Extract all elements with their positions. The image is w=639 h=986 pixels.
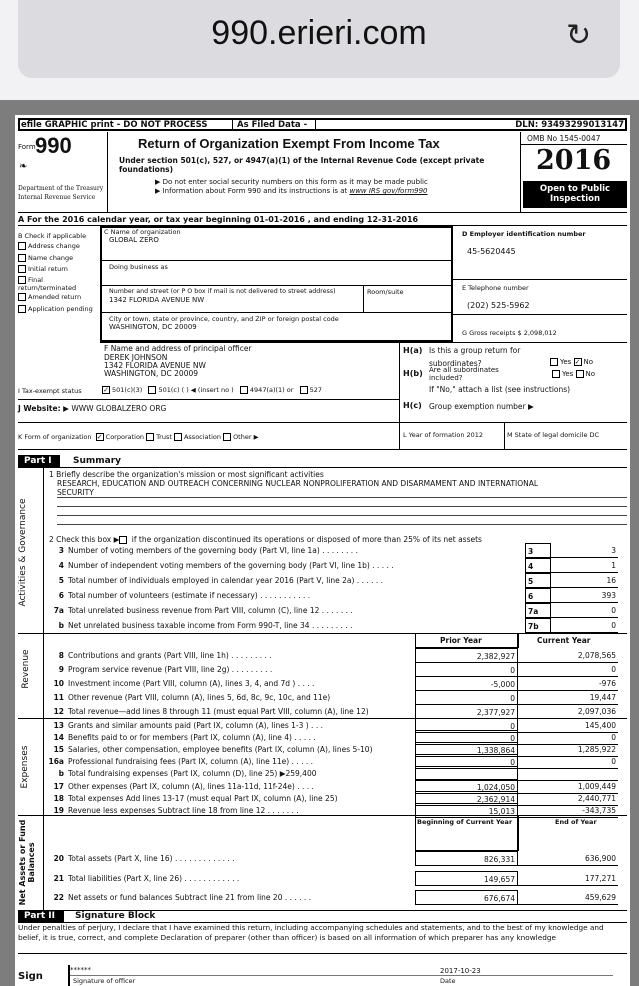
501c-checkbox[interactable]: 501(c) ( ) ◀ (insert no )	[148, 386, 233, 394]
line-label: Total number of individuals employed in calendar year 2016 (Part V, line 2a) . . . . . .	[68, 576, 384, 585]
line-box-number: 5	[525, 573, 551, 588]
other-checkbox[interactable]: Other ▶	[223, 433, 259, 441]
efile-label: efile GRAPHIC print - DO NOT PROCESS	[21, 120, 208, 130]
line-label: Total unrelated business revenue from Part VIII, column (C), line 12 . . . . . . .	[68, 606, 353, 615]
ein: 45-5620445	[467, 247, 516, 256]
col-prior-year: Prior Year	[440, 636, 482, 645]
line-number: 16a	[48, 757, 64, 767]
name-change-checkbox[interactable]: Name change	[18, 253, 98, 265]
mission-line-1: RESEARCH, EDUCATION AND OUTREACH CONCERNING NUCLEAR NONPROLIFERATION AND DISARMAMENT AND INTERNATIONAL	[57, 479, 539, 488]
ha-question-2: subordinates?	[429, 359, 482, 368]
j-label: J Website: ▶	[18, 404, 69, 413]
city-label: City or town, state or province, country, and ZIP or foreign postal code	[109, 315, 339, 323]
form-label: Form	[18, 143, 36, 151]
summary-line	[48, 704, 618, 719]
summary-line	[48, 543, 618, 558]
prior-value: 0	[415, 718, 518, 733]
line-label: Professional fundraising fees (Part IX, column (A), line 11e) . . . . .	[68, 757, 313, 767]
url-text[interactable]: 990.erieri.com	[211, 14, 427, 52]
current-value: 1,009,449	[518, 779, 618, 794]
line-number: 6	[58, 591, 64, 600]
line-label: Other revenue (Part VIII, column (A), lines 5, 6d, 8c, 9c, 10c, and 11e)	[68, 693, 331, 702]
line-number: 17	[53, 781, 64, 791]
line-number: 15	[53, 745, 64, 755]
officer-name: DEREK JOHNSON	[104, 353, 168, 362]
line-label: Grants and similar amounts paid (Part IX, column (A), lines 1-3 ) . . .	[68, 721, 323, 730]
line-number: 14	[53, 733, 64, 743]
d-label: D Employer identification number	[462, 230, 586, 238]
line-number: 18	[53, 793, 64, 803]
current-value: 2,078,565	[518, 648, 618, 663]
line-label: Number of voting members of the governing body (Part VI, line 1a) . . . . . . . .	[68, 546, 358, 555]
room-label: Room/suite	[367, 288, 404, 296]
irs-eagle-icon: ❧	[19, 161, 28, 172]
part1-title: Summary	[73, 456, 122, 466]
open-public-badge: Open to Public Inspection	[523, 181, 627, 208]
line-value: 1	[551, 558, 618, 573]
initial-return-checkbox[interactable]: Initial return	[18, 264, 98, 276]
line-label: Net unrelated business taxable income from Form 990-T, line 34 . . . . . . . . .	[68, 621, 353, 630]
form-number: 990	[35, 133, 72, 158]
hc-text: Group exemption number ▶	[429, 402, 534, 411]
501c3-checkbox[interactable]: ✓ 501(c)(3)	[103, 386, 143, 394]
hb-yes-checkbox[interactable]: Yes	[552, 370, 573, 378]
hb-options	[552, 370, 595, 378]
part1-tag: Part I	[18, 455, 60, 467]
e-label: E Telephone number	[462, 284, 529, 292]
line-label: Total expenses Add lines 13-17 (must equal Part IX, column (A), line 25)	[68, 793, 338, 803]
line-label: Other expenses (Part IX, column (A), lines 11a-11d, 11f-24e) . . . .	[68, 781, 314, 791]
website[interactable]: WWW GLOBALZERO ORG	[71, 404, 167, 413]
hb-question: Are all subordinates	[429, 366, 499, 374]
line-label: Salaries, other compensation, employee benefits (Part IX, column (A), lines 5-10)	[68, 745, 373, 755]
signature-label: Signature of officer	[73, 977, 136, 985]
f-label: F Name and address of principal officer	[104, 344, 252, 353]
line-box-number: 6	[525, 588, 551, 603]
as-filed-label: As Filed Data -	[237, 120, 308, 130]
summary-line	[48, 851, 618, 866]
ha-label: H(a)	[403, 346, 423, 355]
prior-value: 15,013	[415, 803, 518, 818]
application-pending-checkbox[interactable]: Application pending	[18, 304, 98, 316]
street-label: Number and street (or P O box if mail is not delivered to street address)	[109, 288, 336, 295]
m-state-domicile: M State of legal domicile DC	[507, 431, 600, 439]
line-value: 0	[551, 618, 618, 633]
prior-value: 2,382,927	[415, 648, 518, 663]
final-return-checkbox[interactable]: Final return/terminated	[18, 276, 77, 293]
date-label: Date	[440, 977, 456, 985]
current-value: 1,285,922	[518, 742, 618, 757]
current-value: 145,400	[518, 718, 618, 733]
hb-note: If "No," attach a list (see instructions)	[429, 385, 571, 394]
ssn-note: ▶ Do not enter social security numbers on this form as it may be made public	[155, 178, 428, 186]
prior-value: 0	[415, 730, 518, 745]
street: 1342 FLORIDA AVENUE NW	[109, 296, 205, 304]
k-row	[18, 433, 259, 441]
col-begin-year: Beginning of Current Year	[417, 818, 513, 826]
prior-value: 0	[415, 754, 518, 769]
line-number: b	[58, 621, 64, 630]
line-value: 0	[551, 603, 618, 618]
current-value: -976	[518, 676, 618, 691]
line-label: Total fundraising expenses (Part IX, column (D), line 25) ▶259,400	[68, 769, 317, 779]
line-number: 9	[58, 665, 64, 674]
ha-no-checkbox[interactable]: ✓ No	[574, 358, 594, 366]
summary-line	[48, 573, 618, 588]
i-label: I Tax-exempt status	[18, 387, 82, 395]
b-checklist	[18, 241, 98, 316]
corporation-checkbox[interactable]: ✓ Corporation	[96, 433, 145, 441]
current-value: 0	[518, 754, 618, 769]
line-box-number: 3	[525, 543, 551, 558]
c-label: C Name of organization	[104, 228, 181, 236]
line-label: Total revenue—add lines 8 through 11 (must equal Part VIII, column (A), line 12)	[68, 707, 369, 716]
line1-label: 1 Briefly describe the organization's mission or most significant activities	[49, 470, 324, 479]
line-box-number: 7a	[525, 603, 551, 618]
line-number: 12	[53, 707, 64, 716]
summary-line	[48, 690, 618, 705]
hb-label: H(b)	[403, 369, 423, 378]
line-label: Net assets or fund balances Subtract line 21 from line 20 . . . . . .	[68, 893, 312, 902]
col-current-year: Current Year	[537, 636, 591, 645]
hb-no-checkbox[interactable]: No	[576, 370, 596, 378]
current-value: 0	[518, 662, 618, 677]
org-name: GLOBAL ZERO	[109, 236, 159, 244]
tax-year: 2016	[536, 145, 612, 176]
form-subtitle: Under section 501(c), 527, or 4947(a)(1) of the Internal Revenue Code (except private foundations)	[119, 156, 485, 174]
irs-label: Internal Revenue Service	[18, 194, 96, 201]
current-value: 177,271	[518, 871, 618, 886]
line-number: 3	[58, 546, 64, 555]
line-label: Total liabilities (Part X, line 26) . . . . . . . . . . . .	[68, 873, 240, 883]
association-checkbox[interactable]: Association	[174, 433, 221, 441]
summary-line	[48, 618, 618, 633]
sign-date: 2017-10-23	[440, 967, 481, 975]
line-number: 10	[53, 679, 64, 688]
line-value: 16	[551, 573, 618, 588]
dba-label: Doing business as	[109, 263, 168, 271]
line-number: b	[58, 769, 64, 779]
current-value: 459,629	[518, 890, 618, 905]
officer-street: 1342 FLORIDA AVENUE NW	[104, 361, 206, 370]
line-label: Total number of volunteers (estimate if necessary) . . . . . . . . . . .	[68, 591, 311, 600]
form-990-page	[15, 115, 630, 986]
line-value: 393	[551, 588, 618, 603]
l-year-formation: L Year of formation 2012	[403, 431, 484, 439]
527-checkbox[interactable]: 527	[300, 386, 322, 394]
info-note: ▶ Information about Form 990 and its instructions is at www IRS gov/form990	[155, 187, 428, 195]
officer-city: WASHINGTON, DC 20009	[104, 369, 199, 378]
line-label: Benefits paid to or for members (Part IX, column (A), line 4) . . . . .	[68, 733, 316, 743]
prior-value: 149,657	[415, 871, 518, 886]
line-label: Contributions and grants (Part VIII, line 1h) . . . . . . . . .	[68, 651, 272, 660]
line-number: 8	[58, 651, 64, 660]
line-number: 21	[53, 873, 64, 883]
phone: (202) 525-5962	[467, 301, 530, 310]
summary-line	[48, 871, 618, 886]
g-gross-receipts: G Gross receipts $ 2,098,012	[462, 329, 557, 337]
ha-options	[550, 358, 593, 366]
line-number: 7a	[53, 606, 64, 615]
line2: 2 Check this box ▶ if the organization discontinued its operations or disposed of more than 25% of its net assets	[49, 535, 482, 544]
summary-line	[48, 648, 618, 663]
current-value: 636,900	[518, 851, 618, 866]
hc-label: H(c)	[403, 401, 422, 410]
ha-question: Is this a group return for	[429, 346, 521, 355]
prior-value: 2,362,914	[415, 791, 518, 806]
current-value: 2,097,036	[518, 704, 618, 719]
current-value: 19,447	[518, 690, 618, 705]
summary-line	[48, 603, 618, 618]
prior-value: 2,377,927	[415, 704, 518, 719]
prior-value: 826,331	[415, 851, 518, 866]
summary-line	[48, 588, 618, 603]
line-number: 4	[58, 561, 64, 570]
4947-checkbox[interactable]: 4947(a)(1) or	[240, 386, 294, 394]
prior-value: -5,000	[415, 676, 518, 691]
omb-number: OMB No 1545-0047	[527, 134, 601, 143]
dln: DLN: 93493299013147	[515, 120, 624, 130]
line-a: A For the 2016 calendar year, or tax year beginning 01-01-2016 , and ending 12-31-2016	[18, 215, 419, 224]
summary-line	[48, 676, 618, 691]
part2-tag: Part II	[18, 910, 64, 922]
reload-icon[interactable]: ↻	[566, 18, 592, 53]
prior-value: 0	[415, 690, 518, 705]
ha-yes-checkbox[interactable]: Yes	[550, 358, 571, 366]
perjury-statement: Under penalties of perjury, I declare that I have examined this return, including accompanying schedules and statements, and to the best of my knowledge and belief, it is true, correct, and complete Declaration of preparer (other than officer) is based on all information of which preparer has any knowledge	[18, 923, 604, 942]
dept-treasury: Department of the Treasury	[18, 185, 104, 192]
trust-checkbox[interactable]: Trust	[146, 433, 172, 441]
current-value: 0	[518, 730, 618, 745]
line-number: 20	[53, 854, 64, 863]
form-title: Return of Organization Exempt From Income Tax	[138, 136, 440, 151]
prior-value: 676,674	[415, 890, 518, 905]
irs-link[interactable]: www IRS gov/form990	[349, 187, 428, 195]
summary-line	[48, 890, 618, 905]
prior-value: 0	[415, 662, 518, 677]
city: WASHINGTON, DC 20009	[109, 323, 197, 331]
address-change-checkbox[interactable]: Address change	[18, 241, 98, 253]
line-box-number: 7b	[525, 618, 551, 633]
side-expenses: Expenses	[20, 745, 30, 789]
line-label: Investment income (Part VIII, column (A), lines 3, 4, and 7d ) . . . .	[68, 679, 315, 688]
line-label: Revenue less expenses Subtract line 18 from line 12 . . . . . . .	[68, 805, 299, 815]
line-value: 3	[551, 543, 618, 558]
summary-line	[48, 558, 618, 573]
line-number: 19	[53, 805, 64, 815]
amended-return-checkbox[interactable]: Amended return	[18, 292, 98, 304]
sign-label: Sign	[18, 971, 43, 982]
col-end-year: End of Year	[555, 818, 597, 826]
k-label: K Form of organization	[18, 433, 92, 441]
summary-line	[48, 803, 618, 818]
mission-line-2: SECURITY	[57, 488, 94, 497]
tax-exempt-options	[102, 386, 322, 394]
side-net-assets: Net Assets or Fund Balances	[18, 819, 36, 906]
line-label: Number of independent voting members of the governing body (Part VI, line 1b) . . . . .	[68, 561, 394, 570]
line-number: 22	[53, 893, 64, 902]
prior-value: 1,024,050	[415, 779, 518, 794]
hb-question-2: included?	[429, 374, 463, 382]
line-label: Total assets (Part X, line 16) . . . . . . . . . . . . .	[68, 854, 235, 863]
current-value: 2,440,771	[518, 791, 618, 806]
line-number: 5	[58, 576, 64, 585]
address-bar[interactable]	[18, 0, 620, 78]
summary-line	[48, 662, 618, 677]
side-gov: Activities & Governance	[18, 498, 28, 607]
line-label: Program service revenue (Part VIII, line 2g) . . . . . . . . .	[68, 665, 273, 674]
current-value: -343,735	[518, 803, 618, 818]
line-number: 13	[53, 721, 64, 730]
part2-title: Signature Block	[75, 911, 156, 921]
line-box-number: 4	[525, 558, 551, 573]
b-title: B Check if applicable	[18, 232, 87, 240]
browser-toolbar	[0, 0, 639, 100]
signature: ******	[70, 966, 91, 974]
line-number: 11	[53, 693, 64, 702]
prior-value: 1,338,864	[415, 742, 518, 757]
side-revenue: Revenue	[21, 649, 31, 689]
